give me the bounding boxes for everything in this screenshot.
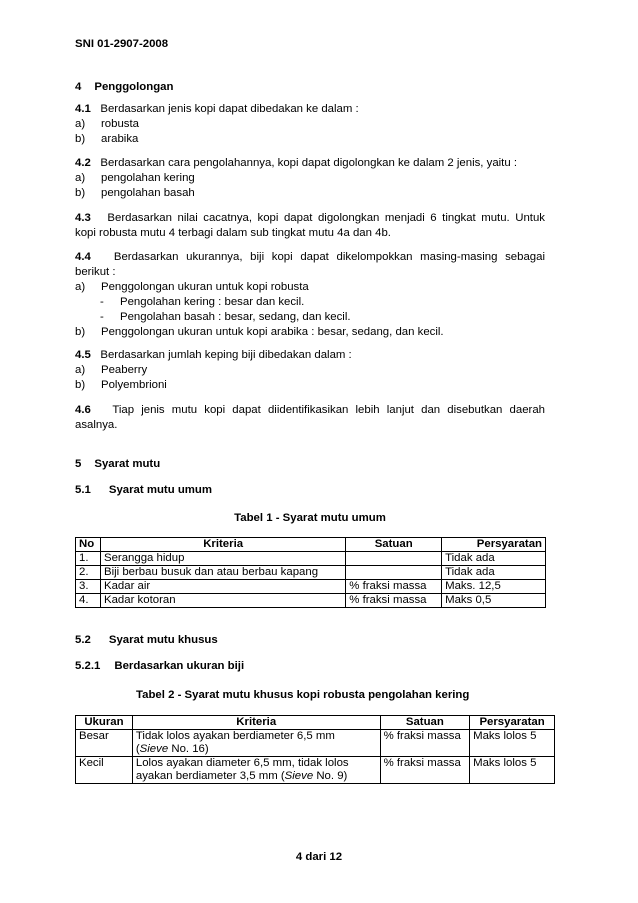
table-cell: 2. <box>76 566 101 580</box>
clause-5-1-heading <box>75 484 212 496</box>
table-cell: Tidak lolos ayakan berdiameter 6,5 mm (Sieve No. 16) <box>132 730 380 757</box>
list-item: a) Peaberry <box>75 364 148 376</box>
clause-title: Syarat mutu umum <box>108 484 213 496</box>
column-header: Kriteria <box>132 716 380 730</box>
column-header: Persyaratan <box>470 716 555 730</box>
table-cell: 4. <box>76 594 101 608</box>
clause-title: Syarat mutu khusus <box>108 634 218 646</box>
clause-title: Berdasarkan ukuran biji <box>114 660 245 672</box>
clause-text-line1: Tiap jenis mutu kopi dapat diidentifikasikan lebih lanjut dan disebutkan daerah <box>112 404 546 416</box>
table-row <box>76 730 555 757</box>
list-item: b) pengolahan basah <box>75 187 195 199</box>
table-row <box>76 552 546 566</box>
clause-text-line2: kopi robusta mutu 4 terbagi dalam sub tingkat mutu 4a dan 4b. <box>75 227 391 239</box>
table-1 <box>75 537 546 608</box>
table-cell: Tidak ada <box>442 566 546 580</box>
list-item: a) Penggolongan ukuran untuk kopi robusta <box>75 281 309 293</box>
table-header-row <box>76 538 546 552</box>
section-title: Penggolongan <box>94 81 174 93</box>
sub-list-item: - Pengolahan kering : besar dan kecil. <box>100 296 305 308</box>
clause-number: 4.1 <box>75 103 91 115</box>
column-header: Satuan <box>346 538 442 552</box>
clause-5-2-1-heading <box>75 660 244 672</box>
table-cell: % fraksi massa <box>380 757 470 784</box>
table-1-caption: Tabel 1 - Syarat mutu umum <box>234 512 386 524</box>
table-cell: % fraksi massa <box>380 730 470 757</box>
clause-4-4 <box>75 250 545 340</box>
table-cell: Serangga hidup <box>100 552 345 566</box>
table-cell: Maks lolos 5 <box>470 730 555 757</box>
clause-number: 4.3 <box>75 212 91 224</box>
table-row <box>76 757 555 784</box>
section-5-heading <box>75 458 160 470</box>
list-item: b) arabika <box>75 133 139 145</box>
section-4-heading <box>75 81 173 93</box>
document-code: SNI 01-2907-2008 <box>75 38 169 50</box>
table-row <box>76 580 546 594</box>
table-cell: 3. <box>76 580 101 594</box>
clause-number: 5.2.1 <box>75 660 101 672</box>
clause-text: Berdasarkan cara pengolahannya, kopi dapat digolongkan ke dalam 2 jenis, yaitu : <box>100 157 518 169</box>
clause-5-2-heading <box>75 634 218 646</box>
column-header: Ukuran <box>76 716 133 730</box>
clause-text: Berdasarkan jenis kopi dapat dibedakan ke dalam : <box>100 103 359 115</box>
page-number: 4 dari 12 <box>295 851 343 863</box>
table-cell: Lolos ayakan diameter 6,5 mm, tidak lolos ayakan berdiameter 3,5 mm (Sieve No. 9) <box>132 757 380 784</box>
column-header: No <box>76 538 101 552</box>
table-cell <box>346 566 442 580</box>
table-cell: Biji berbau busuk dan atau berbau kapang <box>100 566 345 580</box>
table-cell: Besar <box>76 730 133 757</box>
list-item: a) pengolahan kering <box>75 172 195 184</box>
table-row <box>76 566 546 580</box>
table-cell: Tidak ada <box>442 552 546 566</box>
clause-text-line1: Berdasarkan nilai cacatnya, kopi dapat digolongkan menjadi 6 tingkat mutu. Untuk <box>107 212 545 224</box>
table-cell: Kadar air <box>100 580 345 594</box>
section-number: 4 <box>75 81 82 93</box>
sub-list-item: - Pengolahan basah : besar, sedang, dan kecil. <box>100 311 351 323</box>
clause-text-line1: Berdasarkan ukurannya, biji kopi dapat dikelompokkan masing-masing sebagai <box>113 251 545 263</box>
clause-number: 5.2 <box>75 634 91 646</box>
column-header: Persyaratan <box>442 538 546 552</box>
clause-4-1 <box>75 102 545 147</box>
table-cell: Maks. 12,5 <box>442 580 546 594</box>
section-number: 5 <box>75 458 82 470</box>
table-cell: % fraksi massa <box>346 594 442 608</box>
table-row <box>76 594 546 608</box>
table-cell: Maks lolos 5 <box>470 757 555 784</box>
table-cell: Maks 0,5 <box>442 594 546 608</box>
clause-text-line2: asalnya. <box>75 419 118 431</box>
clause-4-2 <box>75 156 555 201</box>
clause-number: 4.4 <box>75 251 91 263</box>
table-cell: % fraksi massa <box>346 580 442 594</box>
clause-number: 4.5 <box>75 349 91 361</box>
list-item: b) Polyembrioni <box>75 379 167 391</box>
table-cell <box>346 552 442 566</box>
column-header: Kriteria <box>100 538 345 552</box>
clause-4-3 <box>75 211 545 241</box>
clause-4-6 <box>75 403 545 433</box>
table-header-row <box>76 716 555 730</box>
table-cell: Kecil <box>76 757 133 784</box>
list-item: b) Penggolongan ukuran untuk kopi arabika : besar, sedang, dan kecil. <box>75 326 444 338</box>
table-cell: Kadar kotoran <box>100 594 345 608</box>
table-2 <box>75 715 555 784</box>
clause-number: 5.1 <box>75 484 91 496</box>
clause-number: 4.6 <box>75 404 91 416</box>
table-2-caption: Tabel 2 - Syarat mutu khusus kopi robusta pengolahan kering <box>136 689 470 701</box>
column-header: Satuan <box>380 716 470 730</box>
clause-text-line2: berikut : <box>75 266 116 278</box>
list-item: a) robusta <box>75 118 139 130</box>
table-cell: 1. <box>76 552 101 566</box>
section-title: Syarat mutu <box>94 458 161 470</box>
clause-number: 4.2 <box>75 157 91 169</box>
clause-text: Berdasarkan jumlah keping biji dibedakan dalam : <box>100 349 352 361</box>
clause-4-5 <box>75 348 545 393</box>
